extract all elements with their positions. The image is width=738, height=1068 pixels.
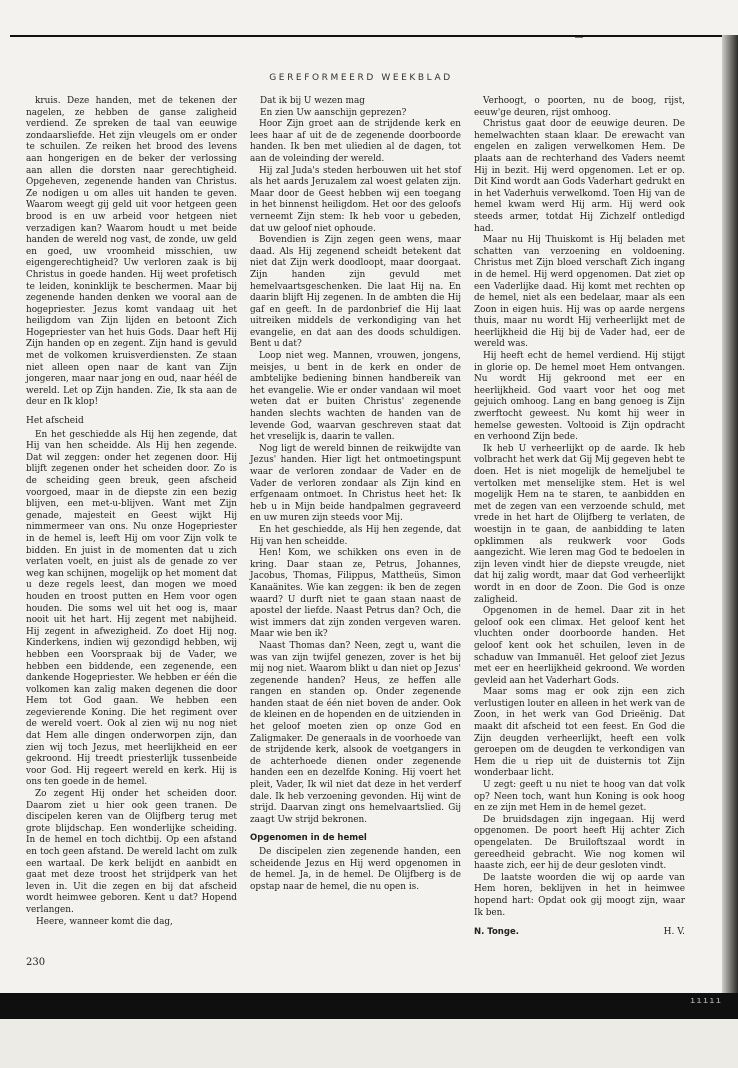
author-name: N. Tonge. [474, 927, 519, 938]
scan-ticks: ııııı [690, 996, 723, 1006]
body-paragraph: Naast Thomas dan? Neen, zegt u, want die was van zijn twijfel genezen, zover is het bij mij nog niet. Waarom blikt u dan niet op Jezus' zegenende handen? Heus, ze heffen alle rangen en standen op. Onder zegenende handen staat de één niet boven de ander. Ook de kleinen en de hopenden en de uitzienden in het geloof moeten zien op onze God en Zaligmaker. De generaals in de voorhoede van de strijdende kerk, alsook de voetgangers in de achterhoede dienen onder zegenende handen een en dezelfde Koning. Hij voert het pleit, Vader, Ik wil niet dat deze in het verderf dale. Ik heb verzoening gevonden. Hij wint de strijd. Daarvan zingt ons hemelvaartslied. Gij zaagt Uw strijd bekronen. [250, 640, 461, 825]
body-paragraph: De discipelen zien zegenende handen, een scheidende Jezus en Hij werd opgenomen in de hemel. Ja, in de hemel. De Olijfberg is de opstap naar de hemel, die nu open is. [250, 847, 461, 892]
scan-margin [0, 1019, 738, 1068]
column-middle [250, 96, 461, 982]
body-paragraph: Christus gaat door de eeuwige deuren. De hemelwachten staan klaar. De erewacht van engelen en zaligen verwelkomen Hem. De plaats aan de rechterhand des Vaders neemt Hij in bezit. Hij werd opgenomen. Let er op. Dit Kind wordt aan Gods Vaderhart gedrukt en in het Vaderhuis verwelkomd. Toen Hij van de hemel kwam werd Hij arm. Hij werd ook steeds armer, totdat Hij Zichzelf ontledigd had. [474, 119, 685, 234]
body-paragraph: Nog ligt de wereld binnen de reikwijdte van Jezus' handen. Hier ligt het ontmoetingspunt waar de verloren zondaar de Vader en de Vader de verloren zondaar als Zijn kind en erfgenaam ontmoet. In Christus heet het: Ik heb u in Mijn beide handpalmen gegraveerd en uw muren zijn steeds voor Mij. [250, 443, 461, 524]
verse-line: Heere, wanneer komt die dag, [36, 916, 173, 927]
body-paragraph: Loop niet weg. Mannen, vrouwen, jongens, meisjes, u bent in de kerk en onder de ambtelijke bediening binnen handbereik van het evangelie. Wie er onder vandaan wil moet weten dat er buiten Christus' zegenende handen slechts wachten de handen van de levende God, waarvan geschreven staat dat het vreselijk is, daarin te vallen. [250, 351, 461, 443]
body-paragraph: En het geschiedde als Hij hen zegende, dat Hij van hen scheidde. Als Hij hen zegende. Dat wil zeggen: onder het zegenen door. Hij blijft zegenen onder het scheiden door. Zo is de scheiding geen breuk, geen afscheid voorgoed, maar in de diepste zin een bezig blijven, een met-u-blijven. Want met Zijn genade, majesteit en Geest wijkt Hij nimmermeer van ons. Nu onze Hogepriester in de hemel is, leeft Hij om voor Zijn volk te bidden. En juist in de momenten dat u zich verlaten voelt, en juist als de genade zo ver weg kan schijnen, mogelijk op het moment dat u deze regels leest, dan mogen we moed houden en troost putten en Hem voor ogen houden. Die soms wel uit het oog is, maar nooit uit het hart. Hij zegent met nabijheid. Hij zegent in afwezigheid. Zo doet Hij nog. Kinderkens, indien wij gezondigd hebben, wij hebben een Voorspraak bij de Vader, we hebben een biddende, een zegenende, een dankende Hogepriester. We hebben er één die volkomen kan zalig maken degenen die door Hem tot God gaan. We hebben een zegevierende Koning. Die het regiment over de wereld voert. Ook al zien wij nu nog niet dat Hem alle dingen onderworpen zijn, dan zien wij toch Jezus, met heerlijkheid en eer gekroond. Hij treedt priesterlijk tussenbeide voor God. Hij regeert wereld en kerk. Hij is ons ten goede in de hemel. [26, 429, 237, 788]
body-paragraph: Maar nu Hij Thuiskomt is Hij beladen met schatten van verzoening en voldoening. Christus met Zijn bloed verschaft Zich ingang in de hemel. Hij werd opgenomen. Dat ziet op een Vaderlijke daad. Hij komt met rechten op de hemel, niet als een bedelaar, maar als een Zoon in eigen huis. Hij was op aarde nergens thuis, maar nu wordt Hij verheerlijkt met de heerlijkheid die Hij bij de Vader had, eer de wereld was. [474, 235, 685, 350]
body-paragraph: En het geschiedde, als Hij hen zegende, dat Hij van hen scheidde. [250, 524, 461, 547]
body-paragraph: kruis. Deze handen, met de tekenen der nagelen, ze hebben de ganse zaligheid verdiend. Ze spreken de taal van eeuwige zondaarsliefde. Het zijn vleugels om er onder te schuilen. Ze reiken het brood des levens aan hongerigen en de beker der verlossing aan allen die dorsten naar gerechtigheid. Opgeheven, zegenende handen van Christus. Ze nodigen u om alles uit handen te geven. Waarom weegt gij geld uit voor hetgeen geen brood is en uw arbeid voor hetgeen niet verzadigen kan? Waarom houdt u met beide handen de wereld nog vast, de zonde, uw geld en goed, uw vroomheid misschien, uw eigengerechtigheid? Uw verloren zaak is bij Christus in goede handen. Hij weet profetisch te leiden, koninklijk te beschermen. Maar bij zegenende handen denken we vooral aan de hogepriester. Jezus komt vandaag uit het heiligdom van Zijn lijden en betoont Zich Hogepriester van het huis Gods. Daar heft Hij Zijn handen op en zegent. Zijn hand is gevuld met de volkomen kruisverdiensten. Ze staan niet alleen open naar de kant van Zijn jongeren, maar naar jong en oud, naar héél de wereld. Let op Zijn handen. Zie, Ik sta aan de deur en Ik klop! [26, 96, 237, 408]
section-heading: Opgenomen in de hemel [250, 833, 367, 844]
page-header: GEREFORMEERD WEEKBLAD [269, 73, 453, 83]
body-paragraph: De laatste woorden die wij op aarde van Hem horen, beklijven in het in heimwee hopend hart: Opdat ook gij moogt zijn, waar Ik ben. [474, 872, 685, 918]
body-paragraph: Hij heeft echt de hemel verdiend. Hij stijgt in glorie op. De hemel moet Hem ontvangen. Nu wordt Hij gekroond met eer en heerlijkheid. God vaart voor het oog met gejuich omhoog. Lang en bang genoeg is Zijn zwerftocht geweest. Nu komt hij weer in hemelse gewesten. Voltooid is Zijn opdracht en verhoond Zijn bede. [474, 351, 685, 443]
body-paragraph: U zegt: geeft u nu niet te hoog van dat volk op? Neen toch, want hun Koning is ook hoog en ze zijn met Hem in de hemel gezet. [474, 780, 685, 814]
signature-line [474, 927, 685, 939]
column-left [26, 96, 237, 982]
body-paragraph: Bovendien is Zijn zegen geen wens, maar daad. Als Hij zegenend scheidt betekent dat niet dat Zijn werk doodloopt, maar doorgaat. Zijn handen zijn gevuld met hemelvaartsgeschenken. Die laat Hij na. En daarin blijft Hij zegenen. In de ambten die Hij gaf en geeft. In de pardonbrief die Hij laat uitreiken middels de verkondiging van het evangelie, en dat aan des doods schuldigen. Bent u dat? [250, 235, 461, 350]
body-paragraph: Ik heb U verheerlijkt op de aarde. Ik heb volbracht het werk dat Gij Mij gegeven hebt te doen. Het is niet mogelijk de hemeljubel te vertolken met menselijke stem. Het is wel mogelijk Hem na te staren, te aanbidden en met de zegen van een verzoende schuld, met vrede in het hart de Olijfberg te verlaten, de woestijn in te gaan, de aanbidding te laten opklimmen als reukwerk voor Gods aangezicht. Wie leren mag God te bedoelen in zijn leven vindt hier de diepste vreugde, niet dat hij zalig wordt, maar dat God verheerlijkt wordt in en door de Zoon. Die God is onze zaligheid. [474, 443, 686, 605]
verse-line: Dat ik bij U wezen mag [260, 96, 365, 106]
body-paragraph: Hoor Zijn groet aan de strijdende kerk en lees haar af uit de de zegenende doorboorde handen. Ik ben met uliedien al de dagen, tot aan de voleinding der wereld. [250, 119, 461, 164]
top-mark [575, 37, 583, 38]
body-paragraph: Verhoogt, o poorten, nu de boog, rijst, eeuw'ge deuren, rijst omhoog. [474, 96, 685, 118]
body-paragraph: Hen! Kom, we schikken ons even in de kring. Daar staan ze, Petrus, Johannes, Jacobus, Thomas, Filippus, Mattheüs, Simon Kanaänites. Wie kan zeggen: ik ben de zegen waard? U durft niet te gaan staan naast de apostel der liefde. Naast Petrus dan? Och, die wist immers dat zijn zonden vergeven waren. Maar wie ben ik? [250, 548, 461, 640]
scanner-bottom-band [0, 993, 738, 1019]
page-number: 230 [26, 957, 46, 968]
body-paragraph: Opgenomen in de hemel. Daar zit in het geloof ook een climax. Het geloof kent het vluchten onder doorboorde handen. Het geloof kent ook het schuilen, leven in de schaduw van Immanuël. Het geloof ziet Jezus met eer en heerlijkheid gekroond. We worden gevleid aan het Vaderhart Gods. [474, 606, 685, 686]
verse-line: En zien Uw aanschijn geprezen? [260, 107, 407, 118]
body-paragraph: Maar soms mag er ook zijn een zich verlustigen louter en alleen in het werk van de Zoon, in het werk van God Drieënig. Dat maakt dit afscheid tot een feest. En God die Zijn deugden verheerlijkt, heeft een volk geroepen om de deugden te verkondigen van Hem die u riep uit de duisternis tot Zijn wonderbaar licht. [474, 687, 685, 779]
section-heading: Het afscheid [26, 416, 84, 427]
author-initials: H. V. [663, 927, 685, 938]
body-paragraph: Hij zal Juda's steden herbouwen uit het stof als het aards Jeruzalem zal woest gelaten zijn. Maar door de Geest hebben wij een toegang in het binnenst heiligdom. Het oor des geloofs verneemt Zijn stem: Ik heb voor u gebeden, dat uw geloof niet ophoude. [250, 165, 461, 234]
column-right [474, 96, 686, 938]
top-rule [10, 35, 722, 37]
page-edge-shadow [722, 35, 738, 995]
body-paragraph: De bruidsdagen zijn ingegaan. Hij werd opgenomen. De poort heeft Hij achter Zich opengelaten. De Bruiloftszaal wordt in gereedheid gebracht. Wie nog komen wil haaste zich, eer hij de deur gesloten vindt. [474, 814, 685, 872]
body-paragraph: Zo zegent Hij onder het scheiden door. Daarom ziet u hier ook geen tranen. De discipelen keren van de Olijfberg terug met grote blijdschap. Een wonderlijke scheiding. In de hemel en toch dichtbij. Op een afstand en toch geen afstand. De wereld lacht om zulk een wartaal. De kerk belijdt en aanbidt en gaat met deze troost het strijdperk van het leven in. Uit die zegen en bij dat afscheid wordt heimwee geboren. Kent u dat? Hopend verlangen. [26, 789, 237, 915]
